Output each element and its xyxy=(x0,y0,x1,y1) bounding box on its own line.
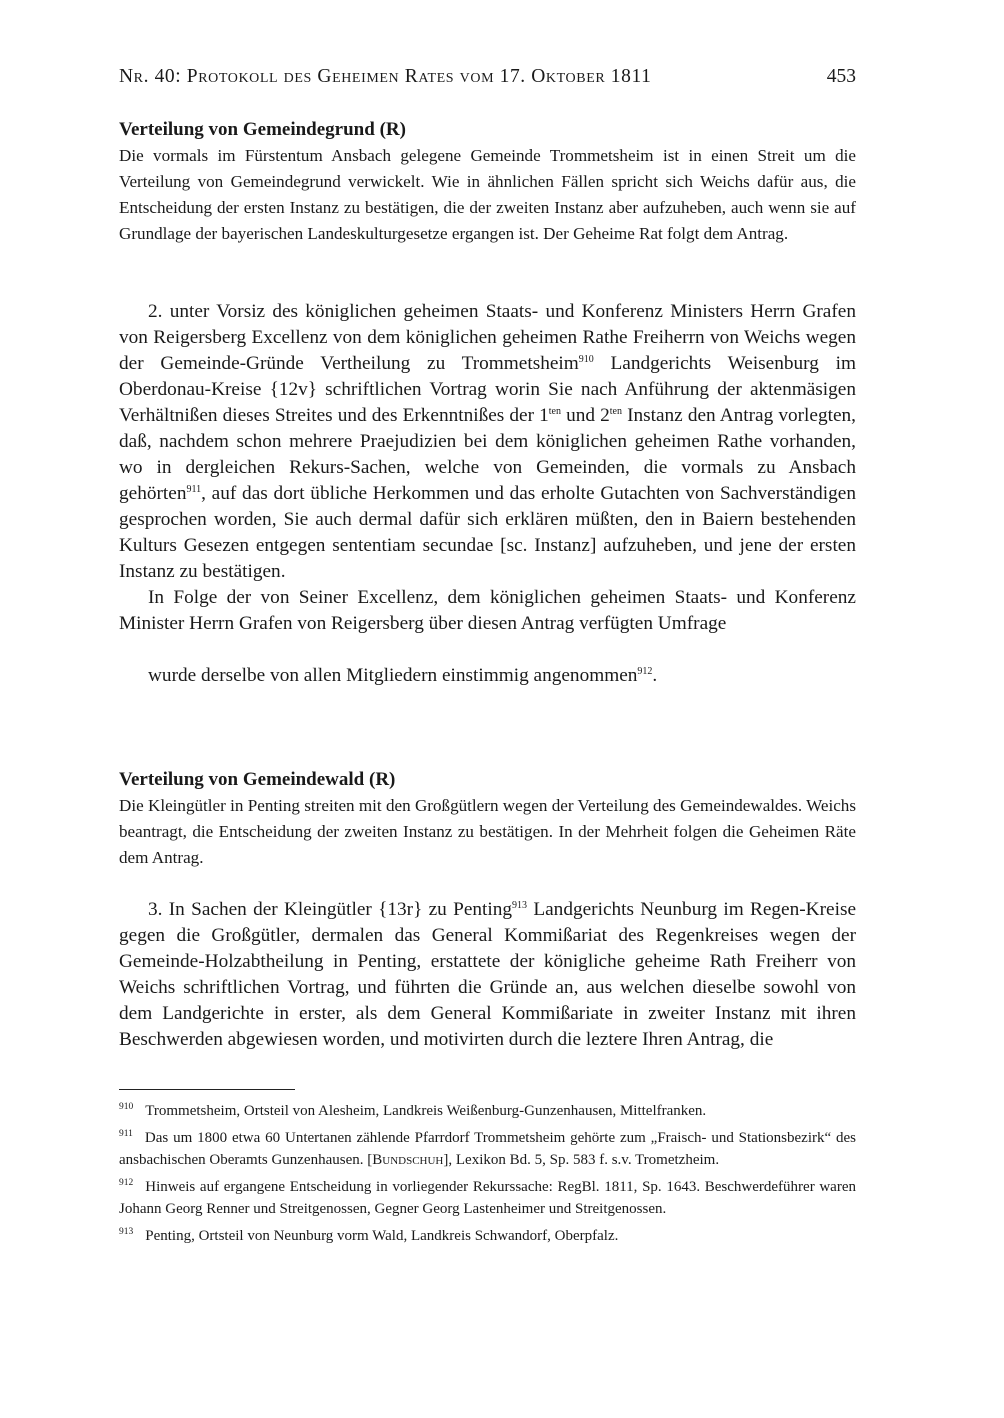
page-number: 453 xyxy=(826,66,856,87)
paragraph-text: Landgerichts Neunburg im Regen-Kreise gegen die Großgütler, dermalen das General Kommißariat des Regenkreises wegen der Gemeinde-Holzabtheilung in Penting, erstattete der königliche geheime Rath Freiherr von Weichs schriftlichen Vortrag, und führten die Gründe an, aus welchen dieselbe sowohl von dem Landgerichte in erster, als dem General Kommißariate in zweiter Instanz mit ihren Beschwerden abgewiesen worden, und motivirten durch die leztere Ihren Antrag, die xyxy=(119,899,857,1050)
footnote-text: Das um 1800 etwa 60 Untertanen zählende Pfarrdorf Trommetsheim gehörte zum „Fraisch- und Stationsbezirk“ des ansbachischen Oberamts Gunzenhausen. [ xyxy=(119,1130,856,1168)
paragraph-text: , auf das dort übliche Herkommen und das erholte Gutachten von Sachverständigen gesprochen worden, Sie auch dermal dafür sich erklären müßten, den in Baiern bestehenden Kulturs Gesezen entgegen sententiam secundae [sc. Instanz] aufzuheben, und jene der ersten Instanz zu bestätigen. xyxy=(119,483,856,582)
footnote-911 xyxy=(119,1127,856,1171)
footnote-text: Hinweis auf ergangene Entscheidung in vorliegender Rekurssache: RegBl. 1811, Sp. 1643. Beschwerdeführer waren Johann Georg Renner und Streitgenossen, Gegner Georg Lastenheimer und Streitgenossen. xyxy=(119,1179,856,1217)
protocol-item-3 xyxy=(119,897,856,1053)
footnote-ref-913[interactable]: 913 xyxy=(512,900,528,911)
paragraph-text: 2. unter Vorsiz des königlichen geheimen Staats- und Konferenz Ministers Herrn Grafen von Reigersberg Excellenz von dem königlichen geheimen Rathe Freiherrn von Weichs wegen der Gemeinde-Gründe Vertheilung zu Trommetsheim xyxy=(119,301,856,374)
footnote-912 xyxy=(119,1176,856,1220)
section-title: Verteilung von Gemeindewald (R) xyxy=(119,769,396,790)
section-summary: Die Kleingütler in Penting streiten mit den Großgütlern wegen der Verteilung des Gemeindewaldes. Weichs beantragt, die Entscheidung der zweiten Instanz zu bestätigen. In der Mehrheit folgen die Geheimen Räte dem Antrag. xyxy=(119,796,856,867)
footnote-text: ], Lexikon Bd. 5, Sp. 583 f. s.v. Trometzheim. xyxy=(443,1152,720,1168)
protocol-item-2 xyxy=(119,299,856,689)
umfrage-paragraph: In Folge der von Seiner Excellenz, dem königlichen geheimen Staats- und Konferenz Minister Herrn Grafen von Reigersberg über diesen Antrag verfügten Umfrage xyxy=(119,587,856,634)
running-header xyxy=(119,66,856,92)
footnote-separator xyxy=(119,1089,295,1090)
paragraph-text: Landgerichts Weisenburg im Oberdonau-Kreise {12v} schriftlichen Vortrag worin Sie nach Anführung der aktenmäsigen Verhältnißen dieses Streites und des Erkenntnißes der 1 xyxy=(119,353,856,426)
protocol-paragraph xyxy=(119,897,856,1053)
footnote-text: Trommetsheim, Ortsteil von Alesheim, Landkreis Weißenburg-Gunzenhausen, Mittelfranken. xyxy=(145,1103,707,1119)
section-title: Verteilung von Gemeindegrund (R) xyxy=(119,119,406,140)
footnote-ref-911[interactable]: 911 xyxy=(186,484,202,495)
footnote-ref-910[interactable]: 910 xyxy=(578,354,594,365)
paragraph-text: wurde derselbe von allen Mitgliedern einstimmig angenommen xyxy=(148,665,638,686)
section-summary: Die vormals im Fürstentum Ansbach gelegene Gemeinde Trommetsheim ist in einen Streit um die Verteilung von Gemeindegrund verwickelt. Wie in ähnlichen Fällen spricht sich Weichs dafür aus, die Entscheidung der ersten Instanz zu bestätigen, die der zweiten Instanz aber aufzuheben, auch wenn sie auf Grundlage der bayerischen Landeskulturgesetze ergangen ist. Der Geheime Rat folgt dem Antrag. xyxy=(119,146,856,243)
paragraph-text: und 2 xyxy=(560,405,610,426)
footnote-number: 910 xyxy=(119,1102,134,1112)
running-title: Nr. 40: Protokoll des Geheimen Rates vom 17. Oktober 1811 xyxy=(119,66,652,87)
footnote-author: Bundschuh xyxy=(372,1152,444,1168)
footnote-ref-912[interactable]: 912 xyxy=(637,666,653,677)
paragraph-text: 3. In Sachen der Kleingütler {13r} zu Penting xyxy=(148,899,513,920)
section-gemeindegrund xyxy=(119,117,856,247)
paragraph-text: Instanz den Antrag vorlegten, daß, nachdem schon mehrere Praejudizien bei dem königlichen geheimen Rathe vorhanden, wo in dergleichen Rekurs-Sachen, welche von Gemeinden, die vormals zu Ansbach gehörten xyxy=(119,405,856,504)
protocol-paragraph xyxy=(119,299,856,585)
section-gemeindewald xyxy=(119,767,856,871)
footnote-number: 912 xyxy=(119,1178,134,1188)
ordinal-suffix: ten xyxy=(609,406,622,417)
ordinal-suffix: ten xyxy=(548,406,561,417)
paragraph-text: . xyxy=(652,665,658,686)
footnote-number: 913 xyxy=(119,1227,134,1237)
footnote-913 xyxy=(119,1225,856,1247)
footnote-text: Penting, Ortsteil von Neunburg vorm Wald, Landkreis Schwandorf, Oberpfalz. xyxy=(145,1228,619,1244)
footnote-number: 911 xyxy=(119,1129,133,1139)
decision-paragraph xyxy=(119,663,856,689)
footnote-910 xyxy=(119,1100,856,1122)
